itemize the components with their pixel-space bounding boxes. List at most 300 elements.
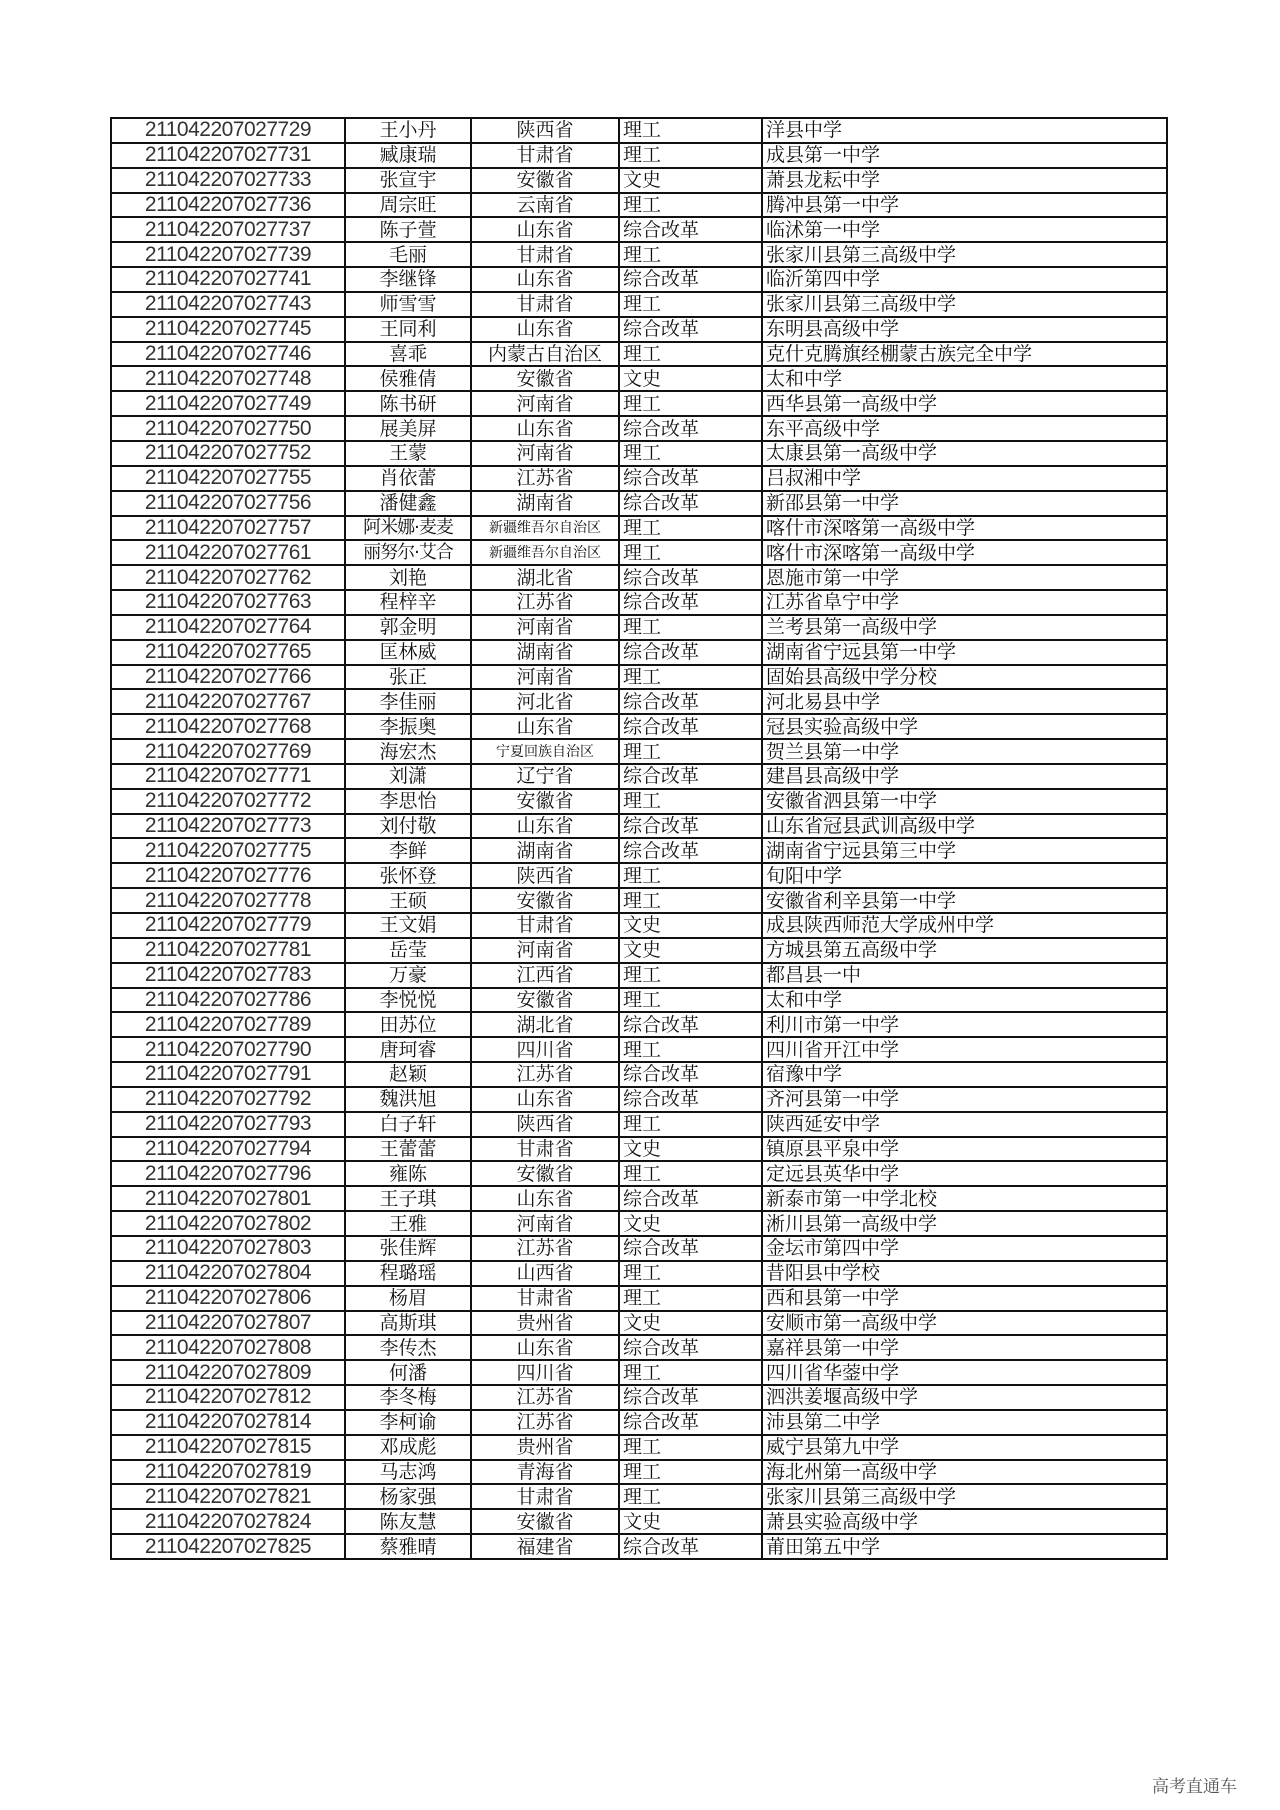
- school-cell: 固始县高级中学分校: [762, 665, 1167, 690]
- exam-number-cell: 211042207027756: [111, 491, 345, 516]
- track-cell: 理工: [619, 1112, 762, 1137]
- table-row: [111, 416, 1167, 441]
- track-cell: 综合改革: [619, 1385, 762, 1410]
- track-cell: 理工: [619, 1261, 762, 1286]
- name-cell: 李思怡: [345, 789, 471, 814]
- province-cell: 湖南省: [471, 838, 619, 863]
- name-cell: 雍陈: [345, 1161, 471, 1186]
- track-cell: 综合改革: [619, 838, 762, 863]
- name-cell: 何潘: [345, 1360, 471, 1385]
- table-row: [111, 1037, 1167, 1062]
- table-row: [111, 789, 1167, 814]
- name-cell: 李继锋: [345, 267, 471, 292]
- name-cell: 潘健鑫: [345, 491, 471, 516]
- name-cell: 匡林威: [345, 640, 471, 665]
- table-row: [111, 988, 1167, 1013]
- table-body: [111, 118, 1167, 1559]
- track-cell: 文史: [619, 1509, 762, 1534]
- track-cell: 理工: [619, 963, 762, 988]
- exam-number-cell: 211042207027767: [111, 689, 345, 714]
- table-row: [111, 143, 1167, 168]
- province-cell: 山东省: [471, 267, 619, 292]
- name-cell: 白子轩: [345, 1112, 471, 1137]
- table-row: [111, 242, 1167, 267]
- exam-number-cell: 211042207027741: [111, 267, 345, 292]
- exam-number-cell: 211042207027808: [111, 1335, 345, 1360]
- table-row: [111, 689, 1167, 714]
- exam-number-cell: 211042207027755: [111, 466, 345, 491]
- exam-number-cell: 211042207027762: [111, 565, 345, 590]
- track-cell: 理工: [619, 391, 762, 416]
- province-cell: 山东省: [471, 217, 619, 242]
- table-row: [111, 118, 1167, 143]
- table-row: [111, 516, 1167, 541]
- exam-number-cell: 211042207027781: [111, 938, 345, 963]
- name-cell: 丽努尔·艾合: [345, 540, 471, 565]
- name-cell: 陈子萱: [345, 217, 471, 242]
- exam-number-cell: 211042207027793: [111, 1112, 345, 1137]
- school-cell: 都昌县一中: [762, 963, 1167, 988]
- name-cell: 李振奥: [345, 714, 471, 739]
- school-cell: 山东省冠县武训高级中学: [762, 814, 1167, 839]
- province-cell: 安徽省: [471, 168, 619, 193]
- school-cell: 洋县中学: [762, 118, 1167, 143]
- province-cell: 福建省: [471, 1534, 619, 1559]
- table-row: [111, 1311, 1167, 1336]
- track-cell: 综合改革: [619, 1534, 762, 1559]
- table-row: [111, 938, 1167, 963]
- track-cell: 理工: [619, 1161, 762, 1186]
- track-cell: 综合改革: [619, 317, 762, 342]
- exam-number-cell: 211042207027743: [111, 292, 345, 317]
- name-cell: 喜乖: [345, 342, 471, 367]
- province-cell: 山东省: [471, 1087, 619, 1112]
- exam-number-cell: 211042207027825: [111, 1534, 345, 1559]
- name-cell: 赵颖: [345, 1062, 471, 1087]
- province-cell: 陕西省: [471, 1112, 619, 1137]
- province-cell: 江苏省: [471, 1236, 619, 1261]
- exam-number-cell: 211042207027792: [111, 1087, 345, 1112]
- name-cell: 臧康瑞: [345, 143, 471, 168]
- name-cell: 刘付敬: [345, 814, 471, 839]
- province-cell: 山东省: [471, 1186, 619, 1211]
- school-cell: 莆田第五中学: [762, 1534, 1167, 1559]
- exam-number-cell: 211042207027807: [111, 1311, 345, 1336]
- table-row: [111, 615, 1167, 640]
- school-cell: 东平高级中学: [762, 416, 1167, 441]
- school-cell: 嘉祥县第一中学: [762, 1335, 1167, 1360]
- province-cell: 江苏省: [471, 1385, 619, 1410]
- name-cell: 王雅: [345, 1211, 471, 1236]
- exam-number-cell: 211042207027771: [111, 764, 345, 789]
- school-cell: 临沂第四中学: [762, 267, 1167, 292]
- exam-number-cell: 211042207027772: [111, 789, 345, 814]
- name-cell: 邓成彪: [345, 1435, 471, 1460]
- exam-number-cell: 211042207027796: [111, 1161, 345, 1186]
- table-row: [111, 1012, 1167, 1037]
- name-cell: 杨家强: [345, 1484, 471, 1509]
- table-row: [111, 739, 1167, 764]
- track-cell: 理工: [619, 143, 762, 168]
- school-cell: 成县陕西师范大学成州中学: [762, 913, 1167, 938]
- table-row: [111, 1484, 1167, 1509]
- track-cell: 文史: [619, 1137, 762, 1162]
- table-row: [111, 640, 1167, 665]
- exam-number-cell: 211042207027789: [111, 1012, 345, 1037]
- exam-number-cell: 211042207027746: [111, 342, 345, 367]
- name-cell: 李柯谕: [345, 1410, 471, 1435]
- table-row: [111, 963, 1167, 988]
- name-cell: 肖依蕾: [345, 466, 471, 491]
- exam-number-cell: 211042207027745: [111, 317, 345, 342]
- school-cell: 齐河县第一中学: [762, 1087, 1167, 1112]
- school-cell: 张家川县第三高级中学: [762, 292, 1167, 317]
- province-cell: 甘肃省: [471, 1484, 619, 1509]
- school-cell: 贺兰县第一中学: [762, 739, 1167, 764]
- school-cell: 太和中学: [762, 988, 1167, 1013]
- table-row: [111, 491, 1167, 516]
- table-row: [111, 342, 1167, 367]
- school-cell: 喀什市深喀第一高级中学: [762, 540, 1167, 565]
- exam-number-cell: 211042207027814: [111, 1410, 345, 1435]
- school-cell: 四川省开江中学: [762, 1037, 1167, 1062]
- exam-number-cell: 211042207027790: [111, 1037, 345, 1062]
- table-row: [111, 913, 1167, 938]
- track-cell: 理工: [619, 516, 762, 541]
- track-cell: 理工: [619, 1037, 762, 1062]
- province-cell: 江西省: [471, 963, 619, 988]
- exam-number-cell: 211042207027775: [111, 838, 345, 863]
- school-cell: 湖南省宁远县第一中学: [762, 640, 1167, 665]
- province-cell: 河北省: [471, 689, 619, 714]
- province-cell: 山东省: [471, 1335, 619, 1360]
- track-cell: 理工: [619, 615, 762, 640]
- province-cell: 四川省: [471, 1037, 619, 1062]
- name-cell: 海宏杰: [345, 739, 471, 764]
- name-cell: 李冬梅: [345, 1385, 471, 1410]
- province-cell: 湖北省: [471, 1012, 619, 1037]
- name-cell: 王蕾蕾: [345, 1137, 471, 1162]
- table-row: [111, 1087, 1167, 1112]
- track-cell: 文史: [619, 1211, 762, 1236]
- table-row: [111, 292, 1167, 317]
- table-row: [111, 1211, 1167, 1236]
- province-cell: 安徽省: [471, 988, 619, 1013]
- track-cell: 理工: [619, 193, 762, 218]
- table-row: [111, 1062, 1167, 1087]
- exam-number-cell: 211042207027802: [111, 1211, 345, 1236]
- name-cell: 李悦悦: [345, 988, 471, 1013]
- track-cell: 理工: [619, 1484, 762, 1509]
- exam-number-cell: 211042207027778: [111, 888, 345, 913]
- province-cell: 山东省: [471, 416, 619, 441]
- name-cell: 蔡雅晴: [345, 1534, 471, 1559]
- track-cell: 理工: [619, 888, 762, 913]
- school-cell: 镇原县平泉中学: [762, 1137, 1167, 1162]
- track-cell: 理工: [619, 540, 762, 565]
- school-cell: 兰考县第一高级中学: [762, 615, 1167, 640]
- exam-number-cell: 211042207027815: [111, 1435, 345, 1460]
- table-row: [111, 1161, 1167, 1186]
- name-cell: 岳莹: [345, 938, 471, 963]
- province-cell: 云南省: [471, 193, 619, 218]
- table-row: [111, 317, 1167, 342]
- track-cell: 综合改革: [619, 267, 762, 292]
- table-row: [111, 1137, 1167, 1162]
- school-cell: 利川市第一中学: [762, 1012, 1167, 1037]
- name-cell: 阿米娜·麦麦: [345, 516, 471, 541]
- track-cell: 理工: [619, 665, 762, 690]
- name-cell: 毛丽: [345, 242, 471, 267]
- province-cell: 甘肃省: [471, 1137, 619, 1162]
- school-cell: 河北易县中学: [762, 689, 1167, 714]
- exam-number-cell: 211042207027761: [111, 540, 345, 565]
- school-cell: 临沭第一中学: [762, 217, 1167, 242]
- track-cell: 综合改革: [619, 565, 762, 590]
- track-cell: 综合改革: [619, 1012, 762, 1037]
- track-cell: 综合改革: [619, 491, 762, 516]
- school-cell: 安徽省泗县第一中学: [762, 789, 1167, 814]
- name-cell: 王小丹: [345, 118, 471, 143]
- exam-number-cell: 211042207027729: [111, 118, 345, 143]
- province-cell: 山东省: [471, 317, 619, 342]
- school-cell: 西华县第一高级中学: [762, 391, 1167, 416]
- track-cell: 综合改革: [619, 764, 762, 789]
- school-cell: 昔阳县中学校: [762, 1261, 1167, 1286]
- province-cell: 新疆维吾尔自治区: [471, 540, 619, 565]
- table-row: [111, 1534, 1167, 1559]
- table-row: [111, 1509, 1167, 1534]
- exam-number-cell: 211042207027779: [111, 913, 345, 938]
- school-cell: 腾冲县第一中学: [762, 193, 1167, 218]
- province-cell: 甘肃省: [471, 242, 619, 267]
- track-cell: 文史: [619, 1311, 762, 1336]
- province-cell: 辽宁省: [471, 764, 619, 789]
- name-cell: 侯雅倩: [345, 366, 471, 391]
- school-cell: 喀什市深喀第一高级中学: [762, 516, 1167, 541]
- province-cell: 四川省: [471, 1360, 619, 1385]
- exam-number-cell: 211042207027769: [111, 739, 345, 764]
- table-row: [111, 714, 1167, 739]
- exam-number-cell: 211042207027809: [111, 1360, 345, 1385]
- name-cell: 唐珂睿: [345, 1037, 471, 1062]
- province-cell: 陕西省: [471, 118, 619, 143]
- school-cell: 旬阳中学: [762, 863, 1167, 888]
- exam-number-cell: 211042207027794: [111, 1137, 345, 1162]
- name-cell: 王蒙: [345, 441, 471, 466]
- track-cell: 综合改革: [619, 1087, 762, 1112]
- track-cell: 综合改革: [619, 466, 762, 491]
- exam-number-cell: 211042207027821: [111, 1484, 345, 1509]
- track-cell: 综合改革: [619, 640, 762, 665]
- school-cell: 沛县第二中学: [762, 1410, 1167, 1435]
- province-cell: 安徽省: [471, 1509, 619, 1534]
- name-cell: 魏洪旭: [345, 1087, 471, 1112]
- name-cell: 田苏位: [345, 1012, 471, 1037]
- table-row: [111, 590, 1167, 615]
- exam-number-cell: 211042207027819: [111, 1460, 345, 1485]
- school-cell: 新邵县第一中学: [762, 491, 1167, 516]
- name-cell: 程梓辛: [345, 590, 471, 615]
- province-cell: 山东省: [471, 714, 619, 739]
- track-cell: 理工: [619, 863, 762, 888]
- name-cell: 张宣宇: [345, 168, 471, 193]
- track-cell: 综合改革: [619, 1062, 762, 1087]
- table-row: [111, 1385, 1167, 1410]
- admission-list-table: [110, 117, 1168, 1560]
- table-row: [111, 814, 1167, 839]
- table-row: [111, 366, 1167, 391]
- track-cell: 理工: [619, 1435, 762, 1460]
- exam-number-cell: 211042207027749: [111, 391, 345, 416]
- table-row: [111, 863, 1167, 888]
- track-cell: 理工: [619, 242, 762, 267]
- school-cell: 太和中学: [762, 366, 1167, 391]
- exam-number-cell: 211042207027766: [111, 665, 345, 690]
- school-cell: 萧县实验高级中学: [762, 1509, 1167, 1534]
- province-cell: 山西省: [471, 1261, 619, 1286]
- table-row: [111, 466, 1167, 491]
- name-cell: 刘艳: [345, 565, 471, 590]
- track-cell: 文史: [619, 938, 762, 963]
- name-cell: 陈书研: [345, 391, 471, 416]
- track-cell: 综合改革: [619, 590, 762, 615]
- school-cell: 太康县第一高级中学: [762, 441, 1167, 466]
- name-cell: 李鲜: [345, 838, 471, 863]
- school-cell: 湖南省宁远县第三中学: [762, 838, 1167, 863]
- school-cell: 安徽省利辛县第一中学: [762, 888, 1167, 913]
- exam-number-cell: 211042207027736: [111, 193, 345, 218]
- province-cell: 河南省: [471, 615, 619, 640]
- table-row: [111, 1261, 1167, 1286]
- school-cell: 方城县第五高级中学: [762, 938, 1167, 963]
- school-cell: 建昌县高级中学: [762, 764, 1167, 789]
- table-row: [111, 1112, 1167, 1137]
- exam-number-cell: 211042207027733: [111, 168, 345, 193]
- name-cell: 王硕: [345, 888, 471, 913]
- name-cell: 王同利: [345, 317, 471, 342]
- school-cell: 吕叔湘中学: [762, 466, 1167, 491]
- school-cell: 张家川县第三高级中学: [762, 242, 1167, 267]
- exam-number-cell: 211042207027786: [111, 988, 345, 1013]
- track-cell: 理工: [619, 1286, 762, 1311]
- track-cell: 理工: [619, 739, 762, 764]
- school-cell: 宿豫中学: [762, 1062, 1167, 1087]
- table-row: [111, 764, 1167, 789]
- name-cell: 李佳丽: [345, 689, 471, 714]
- exam-number-cell: 211042207027803: [111, 1236, 345, 1261]
- name-cell: 陈友慧: [345, 1509, 471, 1534]
- exam-number-cell: 211042207027763: [111, 590, 345, 615]
- school-cell: 张家川县第三高级中学: [762, 1484, 1167, 1509]
- province-cell: 河南省: [471, 441, 619, 466]
- track-cell: 文史: [619, 913, 762, 938]
- track-cell: 综合改革: [619, 217, 762, 242]
- province-cell: 宁夏回族自治区: [471, 739, 619, 764]
- school-cell: 陕西延安中学: [762, 1112, 1167, 1137]
- province-cell: 内蒙古自治区: [471, 342, 619, 367]
- track-cell: 文史: [619, 366, 762, 391]
- exam-number-cell: 211042207027791: [111, 1062, 345, 1087]
- name-cell: 万豪: [345, 963, 471, 988]
- exam-number-cell: 211042207027752: [111, 441, 345, 466]
- province-cell: 贵州省: [471, 1435, 619, 1460]
- province-cell: 河南省: [471, 938, 619, 963]
- track-cell: 理工: [619, 789, 762, 814]
- table-row: [111, 217, 1167, 242]
- province-cell: 安徽省: [471, 1161, 619, 1186]
- exam-number-cell: 211042207027783: [111, 963, 345, 988]
- name-cell: 王子琪: [345, 1186, 471, 1211]
- table-row: [111, 441, 1167, 466]
- track-cell: 综合改革: [619, 1410, 762, 1435]
- name-cell: 杨眉: [345, 1286, 471, 1311]
- province-cell: 山东省: [471, 814, 619, 839]
- school-cell: 金坛市第四中学: [762, 1236, 1167, 1261]
- exam-number-cell: 211042207027757: [111, 516, 345, 541]
- exam-number-cell: 211042207027812: [111, 1385, 345, 1410]
- track-cell: 理工: [619, 1360, 762, 1385]
- table-row: [111, 838, 1167, 863]
- province-cell: 江苏省: [471, 1062, 619, 1087]
- table-row: [111, 1236, 1167, 1261]
- province-cell: 江苏省: [471, 466, 619, 491]
- exam-number-cell: 211042207027750: [111, 416, 345, 441]
- exam-number-cell: 211042207027737: [111, 217, 345, 242]
- table-row: [111, 1410, 1167, 1435]
- track-cell: 综合改革: [619, 814, 762, 839]
- table-row: [111, 267, 1167, 292]
- school-cell: 淅川县第一高级中学: [762, 1211, 1167, 1236]
- exam-number-cell: 211042207027804: [111, 1261, 345, 1286]
- school-cell: 泗洪姜堰高级中学: [762, 1385, 1167, 1410]
- province-cell: 安徽省: [471, 789, 619, 814]
- province-cell: 河南省: [471, 391, 619, 416]
- exam-number-cell: 211042207027731: [111, 143, 345, 168]
- table-row: [111, 888, 1167, 913]
- exam-number-cell: 211042207027776: [111, 863, 345, 888]
- school-cell: 海北州第一高级中学: [762, 1460, 1167, 1485]
- table-row: [111, 1360, 1167, 1385]
- exam-number-cell: 211042207027824: [111, 1509, 345, 1534]
- province-cell: 安徽省: [471, 888, 619, 913]
- school-cell: 西和县第一中学: [762, 1286, 1167, 1311]
- watermark: 高考直通车: [1152, 1777, 1237, 1797]
- table-row: [111, 1435, 1167, 1460]
- name-cell: 周宗旺: [345, 193, 471, 218]
- province-cell: 河南省: [471, 665, 619, 690]
- track-cell: 综合改革: [619, 689, 762, 714]
- table-row: [111, 193, 1167, 218]
- track-cell: 理工: [619, 1460, 762, 1485]
- name-cell: 郭金明: [345, 615, 471, 640]
- table-row: [111, 168, 1167, 193]
- exam-number-cell: 211042207027748: [111, 366, 345, 391]
- province-cell: 陕西省: [471, 863, 619, 888]
- school-cell: 安顺市第一高级中学: [762, 1311, 1167, 1336]
- school-cell: 江苏省阜宁中学: [762, 590, 1167, 615]
- table-row: [111, 391, 1167, 416]
- province-cell: 江苏省: [471, 590, 619, 615]
- exam-number-cell: 211042207027739: [111, 242, 345, 267]
- exam-number-cell: 211042207027768: [111, 714, 345, 739]
- track-cell: 理工: [619, 118, 762, 143]
- exam-number-cell: 211042207027764: [111, 615, 345, 640]
- table-row: [111, 665, 1167, 690]
- province-cell: 安徽省: [471, 366, 619, 391]
- name-cell: 王文娟: [345, 913, 471, 938]
- province-cell: 青海省: [471, 1460, 619, 1485]
